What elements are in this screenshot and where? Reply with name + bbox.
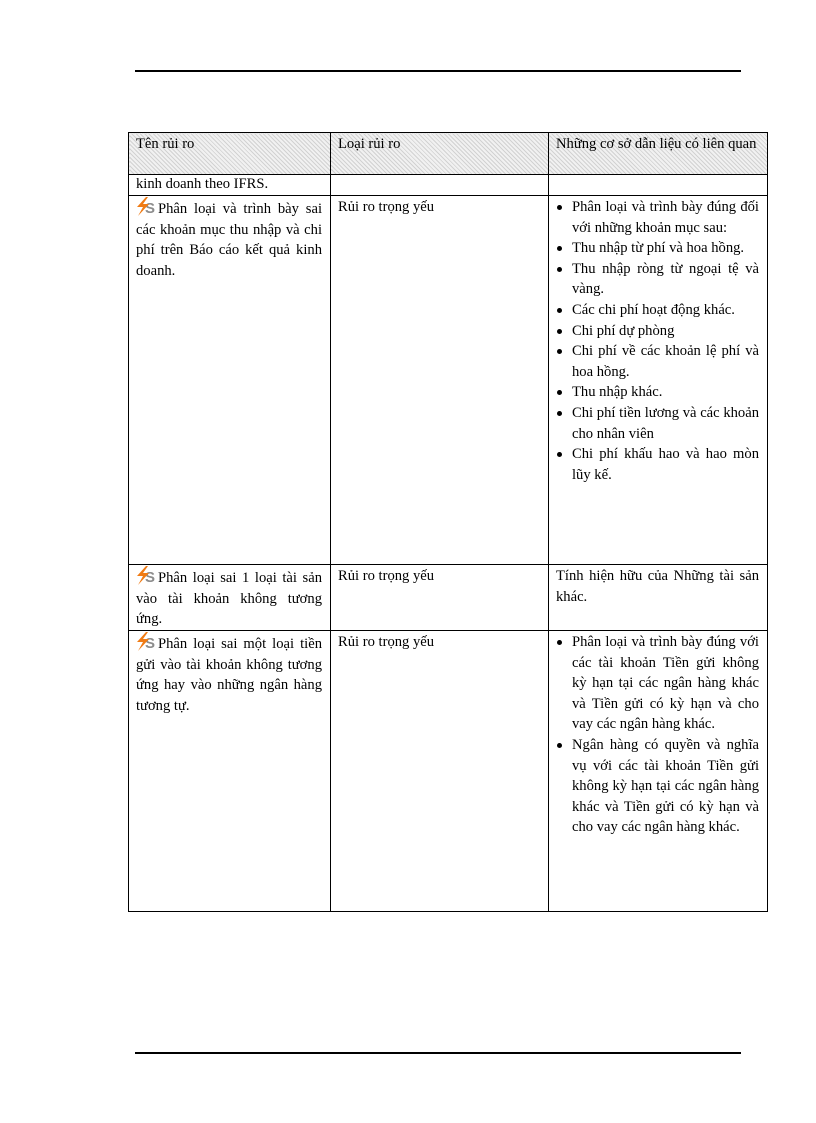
risk-name-cell: [129, 196, 331, 565]
list-item: Chi phí tiền lương và các khoản cho nhân viên: [556, 403, 759, 444]
assertion-list: [556, 197, 759, 485]
risk-name-cell: [129, 565, 331, 631]
list-item: Các chi phí hoạt động khác.: [556, 300, 759, 321]
list-item: Thu nhập khác.: [556, 382, 759, 403]
fs-logo-icon: [136, 197, 158, 217]
fs-logo-icon: [136, 632, 158, 652]
header-assertions: Những cơ sở dẫn liệu có liên quan: [549, 133, 768, 175]
list-item: Ngân hàng có quyền và nghĩa vụ với các tài khoản Tiền gửi không kỳ hạn tại các ngân hàng khác và Tiền gửi có kỳ hạn và cho vay các ngân hàng khác.: [556, 735, 759, 838]
assertion-list: [556, 632, 759, 838]
risk-type-cell: Rủi ro trọng yếu: [331, 196, 549, 565]
table-row: [129, 175, 768, 196]
table-row: [129, 196, 768, 565]
assertions-cell: [549, 631, 768, 912]
list-item: Thu nhập từ phí và hoa hồng.: [556, 238, 759, 259]
list-item: Phân loại và trình bày đúng đối với những khoản mục sau:: [556, 197, 759, 238]
list-item: Chi phí dự phòng: [556, 321, 759, 342]
assertions-cell: Tính hiện hữu của Những tài sản khác.: [549, 565, 768, 631]
assertions-cell: [549, 196, 768, 565]
table-row: [129, 565, 768, 631]
risk-type-cell: Rủi ro trọng yếu: [331, 631, 549, 912]
risk-table: [128, 132, 768, 912]
svg-text:S: S: [145, 200, 156, 217]
risk-name-text: Phân loại sai 1 loại tài sản vào tài khoản không tương ứng.: [136, 570, 322, 628]
table-row: [129, 631, 768, 912]
svg-text:S: S: [145, 635, 156, 652]
risk-type-cell: Rủi ro trọng yếu: [331, 565, 549, 631]
fs-logo-icon: [136, 566, 158, 586]
risk-name-text: Phân loại sai một loại tiền gửi vào tài khoản không tương ứng hay vào những ngân hàng tương tự.: [136, 636, 322, 714]
risk-name-text: Phân loại và trình bày sai các khoản mục thu nhập và chi phí trên Báo cáo kết quả kinh doanh.: [136, 201, 322, 279]
risk-name-cell: [129, 631, 331, 912]
empty-cell: [549, 175, 768, 196]
svg-text:S: S: [145, 569, 156, 586]
header-risk-name: Tên rủi ro: [129, 133, 331, 175]
list-item: Chi phí về các khoản lệ phí và hoa hồng.: [556, 341, 759, 382]
table-header-row: [129, 133, 768, 175]
header-rule: [135, 70, 741, 72]
list-item: Thu nhập ròng từ ngoại tệ và vàng.: [556, 259, 759, 300]
header-risk-type: Loại rủi ro: [331, 133, 549, 175]
list-item: Phân loại và trình bày đúng với các tài khoản Tiền gửi không kỳ hạn tại các ngân hàng khác và Tiền gửi có kỳ hạn và cho vay các ngân hàng khác.: [556, 632, 759, 735]
footer-rule: [135, 1052, 741, 1054]
list-item: Chi phí khấu hao và hao mòn lũy kế.: [556, 444, 759, 485]
continuation-cell: kinh doanh theo IFRS.: [129, 175, 331, 196]
empty-cell: [331, 175, 549, 196]
